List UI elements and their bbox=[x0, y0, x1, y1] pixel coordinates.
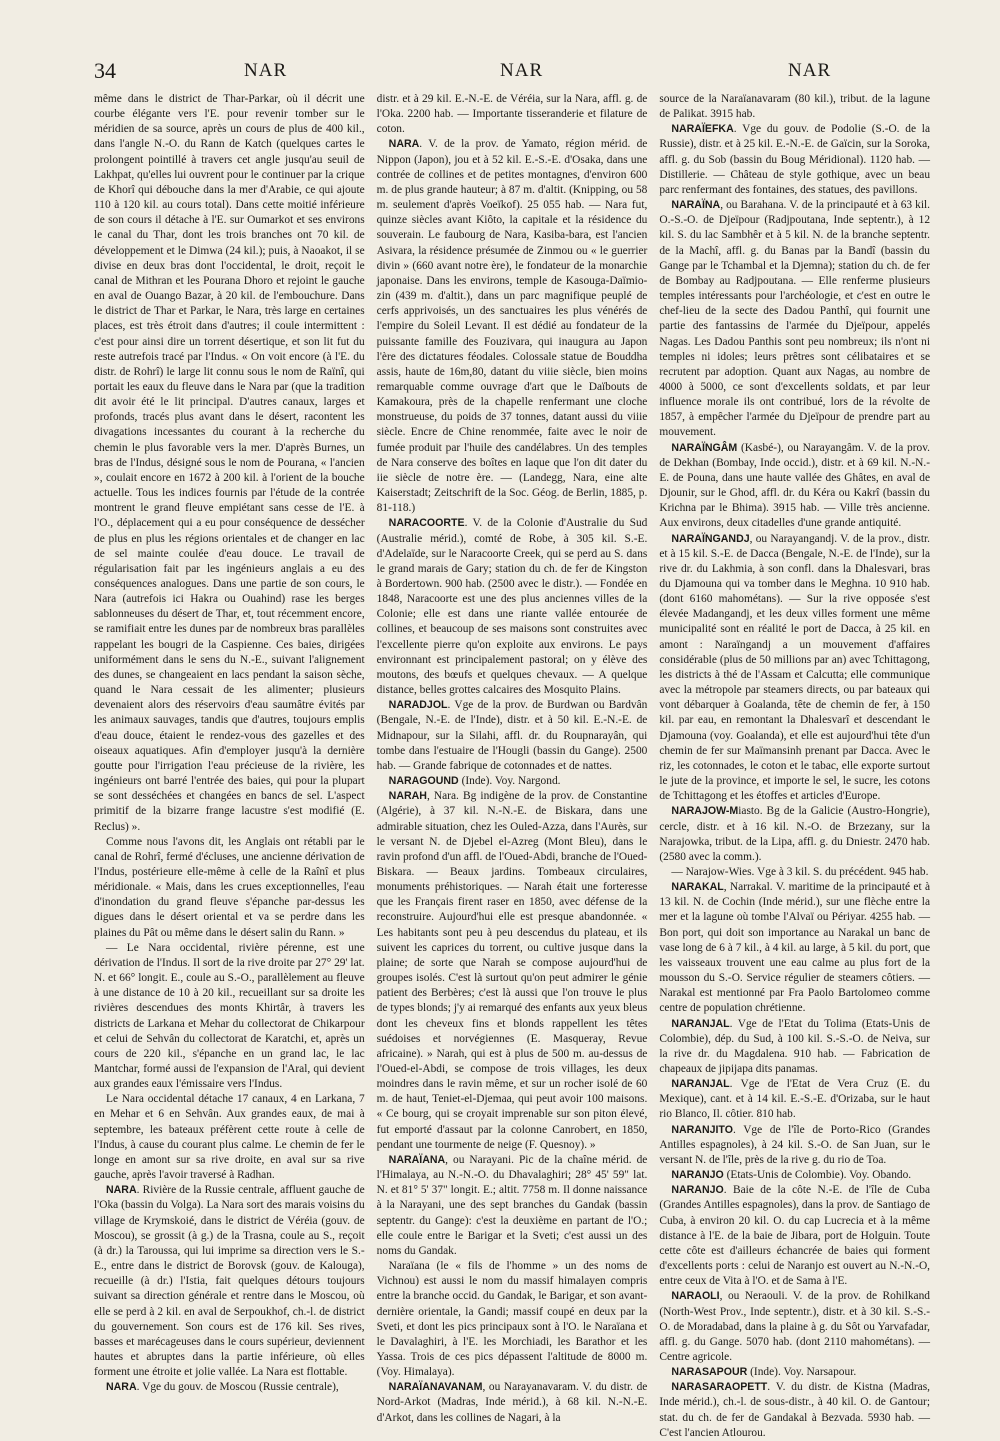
paragraph: NARA. Vge du gouv. de Moscou (Russie centrale), bbox=[106, 1381, 339, 1394]
headword: NARAÏANA bbox=[388, 1153, 446, 1166]
paragraph: NARANJAL. Vge de l'Etat du Tolima (Etats-Unis de Colombie), dép. du Sud, à 100 kil. S.-S.-O. de Neiva, sur la rive dr. du Magdalena. 910 hab. — Fabrication de chapeaux de jipijapa dits panamas. bbox=[659, 1017, 931, 1075]
headword: NARA bbox=[388, 138, 420, 151]
headword: NARAÏNGÂM bbox=[671, 441, 738, 454]
paragraph: NARANJO. Baie de la côte N.-E. de l'île de Cuba (Grandes Antilles espagnoles), dans la prov. de Santiago de Cuba, à environ 20 kil. O. du cap Lucrecia et à la même distance à l'E. de la baie de Jibara, port de Holguin. Toute cette côte est d'ailleurs échancrée de baies qui forment d'excellents ports : celui de Naranjo est ouvert au N.-N.-O, entre ceux de Vita à l'O. et de Sama à l'E. bbox=[659, 1184, 931, 1288]
paragraph: NARAOLI, ou Neraouli. V. de la prov. de Rohilkand (North-West Prov., Inde septentr.), distr. et à 30 kil. S.-S.-O. de Moradabad, dans la plaine à g. du Sôt ou Yarvafadar, affl. g. du Gange. 5070 hab. (dont 2110 mahométans). — Centre agricole. bbox=[659, 1290, 931, 1363]
headword: NARANJAL bbox=[671, 1017, 730, 1030]
paragraph: NARASAPOUR (Inde). Voy. Narsapour. bbox=[671, 1366, 857, 1379]
paragraph: NARAGOUND (Inde). Voy. Nargond. bbox=[388, 775, 561, 788]
paragraph: source de la Naraïanavaram (80 kil.), tribut. de la lagune de Palikat. 3915 hab. bbox=[659, 93, 931, 121]
headword: NARANJITO bbox=[671, 1123, 733, 1136]
paragraph: NARANJO (Etats-Unis de Colombie). Voy. Obando. bbox=[671, 1169, 912, 1182]
headword: NARANJAL bbox=[671, 1078, 730, 1091]
headword: NARAJOW-M bbox=[671, 805, 739, 818]
paragraph: NARA. Rivière de la Russie centrale, affluent gauche de l'Oka (bassin du Volga). La Nara sort des marais voisins du village de Krymskoié, dans le district de Véréia (gouv. de Moscou), se grossit (à g.) de la Trasna, coule au S., reçoit (à dr.) la Taroussa, qui lui imprime sa direction vers le S.-E., entre dans le district de Borovsk (gouv. de Kalouga), recueille (à dr.) l'Istia, fait quelques détours toujours suivant sa direction générale et rentre dans le Moscou, où elle se perd à 2 kil. en aval de Serpoukhof, ch.-l. de district du gouvernement. Son cours est de 176 kil. Ses rives, basses et marécageuses dans le cours supérieur, deviennent hautes et abruptes dans la partie inférieure, où elles forment une étroite et jolie vallée. La Nara est flottable. bbox=[94, 1184, 365, 1379]
running-head-left: NAR bbox=[244, 60, 288, 81]
headword: NARANJO bbox=[671, 1169, 724, 1182]
headword: NARAÏNGANDJ bbox=[671, 532, 750, 545]
paragraph: NARAÏNGÂM (Kasbé-), ou Narayangâm. V. de la prov. de Dekhan (Bombay, Inde occid.), distr. et à 69 kil. N.-N.-E. de Pouna, dans une haute vallée des Ghâtes, en aval de Djounir, sur le Ghod, affl. dr. du Kéra ou Kakrî (bassin du Krichna par le Bhima). 3915 hab. — Ville très ancienne. Aux environs, deux citadelles d'une grande antiquité. bbox=[659, 441, 931, 530]
headword: NARA bbox=[106, 1184, 137, 1197]
headword: NARAH bbox=[388, 790, 427, 803]
paragraph: Le Nara occidental détache 17 canaux, 4 en Larkana, 7 en Mehar et 6 en Sehvân. Aux grandes eaux, de mai à septembre, les bateaux préfèrent cette route à celle de l'Indus, à cause du courant plus calme. Le chemin de fer le longe en amont sur sa rive droite, en aval sur sa rive gauche, après l'avoir traversé à Radhan. bbox=[94, 1093, 365, 1182]
headword: NARANJO bbox=[671, 1184, 724, 1197]
page-number: 34 bbox=[94, 58, 116, 83]
column-3 bbox=[659, 92, 931, 1439]
headword: NARACOORTE bbox=[388, 517, 465, 530]
running-head-right: NAR bbox=[788, 60, 832, 81]
paragraph: NARAÏANAVANAM, ou Narayanavaram. V. du distr. de Nord-Arkot (Madras, Inde mérid.), à 68 kil. N.-N.-E. d'Arkot, dans les collines de Nagari, à la bbox=[376, 1381, 648, 1424]
paragraph: — Le Nara occidental, rivière pérenne, est une dérivation de l'Indus. Il sort de la rive droite par 27° 29' lat. N. et 66° longit. E., coule au S.-O., parallèlement au fleuve à une distance de 10 à 20 kil., recueillant sur sa droite les rivières descendues des monts Khirtâr, à travers les districts de Larkana et Mehar du collectorat de Chikarpour et celui de Sehvân du collectorat de Karatchi, et, après un cours de 220 kil., s'épanche en un grand lac, le lac Mantchar, formé aussi de l'expansion de l'Aral, qui devient aux grandes eaux l'émissaire vers l'Indus. bbox=[94, 941, 365, 1091]
paragraph: Naraïana (le « fils de l'homme » un des noms de Vichnou) est aussi le nom du massif himalayen compris entre la branche occid. du Gandak, le Barigar, et son avant-dernière orientale, la Gandi; massif coupé en deux par la Sveti, et dont les pics principaux sont à l'O. le Naraïana et le Davalaghiri, à l'E. les Morchiadi, les Barathor et les Yassa. Trois de ces pics dépassent l'altitude de 8000 m. (Voy. Himalaya). bbox=[376, 1260, 648, 1379]
headword: NARASARAOPETT bbox=[671, 1381, 768, 1394]
column-2 bbox=[376, 92, 648, 1424]
column-1 bbox=[94, 92, 365, 1394]
paragraph: NARA. V. de la prov. de Yamato, région mérid. de Nippon (Japon), jou et à 52 kil. E.-S.-E. d'Osaka, dans une contrée de collines et de petites montagnes, d'environ 600 m. de plus grande hauteur; à 87 m. d'altit. (Knipping, ou 58 m. seulement d'après Voeïkof). 25 055 hab. — Nara fut, quinze siècles avant Kiôto, la capitale et la résidence du souverain. Le faubourg de Nara, Kasiba-bara, est l'ancien Asivara, la résidence présumée de Zinmou ou « le guerrier divin » (660 avant notre ère), le fondateur de la monarchie japonaise. Dans les environs, temple de Kasouga-Daïmio-zin (439 m. d'altit.), dans un parc magnifique peuplé de cerfs apprivoisés, un des sanctuaires les plus vénérés de l'empire du Soleil Levant. Il est dédié au fondateur de la puissante famille des Fouzivara, qui inaugura au Japon l'ère des dictatures féodales. Colossale statue de Bouddha assis, haute de 16m,80, datant du viiie siècle, bien moins remarquable comme ouvrage d'art que le Daïbouts de Kamakoura, près de la chapelle renfermant une cloche monstrueuse, du poids de 37 tonnes, datant aussi du viiie siècle. Encre de Chine renommée, faite avec le noir de fumée produit par l'huile des candélabres. Un des temples de Nara conserve des boîtes en laque que l'on dit dater du iie siècle de notre ère. — (Landegg, Nara, eine alte Kaiserstadt; Zeitschrift de la Soc. Géog. de Berlin, 1885, p. 81-118.) bbox=[376, 138, 648, 515]
paragraph: NARAÏNGANDJ, ou Narayangandj. V. de la prov., distr. et à 15 kil. S.-E. de Dacca (Bengale, N.-E. de l'Inde), sur la rive dr. du Lakhmia, à son confl. dans la Dhalesvari, bras du Djamouna qui va tomber dans le Meghna. 10 910 hab. (dont 6160 mahométans). — Sur la rive opposée s'est élevée Madangandj, et les deux villes forment une même municipalité sont en réalité le port de Dacca, à 25 kil. en amont : Naraïngandj a un mouvement d'affaires considérable (plus de 50 millions par an) avec Tchittagong, les districts à thé de l'Assam et Calcutta; elle communique avec la métropole par steamers directs, ou par bateaux qui vont débarquer à Goalanda, tête de chemin de fer, à 150 kil. par eau, en remontant la Dhalesvarî et descendant le Djamouna (voy. Goalanda), et elle est aujourd'hui tête d'un chemin de fer sur Maïmansinh prenant par Dacca. Avec le riz, les cotonnades, le coton et le tabac, elle exporte surtout le jute de la province, et importe le sel, le sucre, les cotons de Tchittagong et les étoffes et articles d'Europe. bbox=[659, 532, 931, 803]
headword: NARADJOL bbox=[388, 699, 448, 712]
headword: NARAÏNA bbox=[671, 199, 721, 212]
paragraph: NARAJOW-Miasto. Bg de la Galicie (Austro-Hongrie), cercle, distr. et à 16 kil. N.-O. de Brzezany, sur la Narajowka, tribut. de la Lipa, affl. g. du Dniestr. 2470 hab. (2580 avec la comm.). bbox=[659, 805, 931, 863]
paragraph: NARAÏNA, ou Barahana. V. de la principauté et à 63 kil. O.-S.-O. de Djeïpour (Radjpoutana, Inde septentr.), à 12 kil. S. du lac Sambhêr et à 5 kil. N. de la branche septentr. de la Machî, affl. g. du Banas par la Bandî (bassin du Gange par le Tchambal et la Djemna); station du ch. de fer de Bombay au Radjpoutana. — Elle renferme plusieurs temples intéressants pour l'archéologie, et c'est en outre le chef-lieu de la secte des Dadou Panthî, qui fournit une partie des fantassins de l'armée du Djeïpour, appelés Nagas. Les Dadou Panthis sont peu nombreux; ils n'ont ni temples ni idoles; leurs prêtres sont célibataires et se recrutent par adoption. Quant aux Nagas, au nombre de 4000 à 5000, ce sont d'excellents soldats, et par leur influence morale ils ont contribué, lors de la révolte de 1857, à empêcher l'armée du Djeïpour de prendre part au mouvement. bbox=[659, 199, 931, 439]
running-head-center: NAR bbox=[500, 60, 544, 81]
text-columns bbox=[94, 92, 931, 1439]
paragraph: NARANJAL. Vge de l'Etat de Vera Cruz (E. du Mexique), cant. et à 14 kil. E.-S.-E. d'Orizaba, sur le haut rio Blanco, Il. côtier. 810 hab. bbox=[659, 1078, 931, 1121]
paragraph: — Narajow-Wies. Vge à 3 kil. S. du précédent. 945 hab. bbox=[671, 865, 929, 878]
paragraph: NARAÏANA, ou Narayani. Pic de la chaîne mérid. de l'Himalaya, au N.-N.-O. du Dhavalaghiri; 28° 45' 59" lat. N. et 81° 5' 37" longit. E.; altit. 7758 m. Il donne naissance à la Narayani, une des sept branches du Gandak (bassin septentr. du Gange): c'est la deuxième en partant de l'O.; elle coule entre le Barigar et la Sveti; c'est aussi un des noms du Gandak. bbox=[376, 1153, 648, 1257]
headword: NARASAPOUR bbox=[671, 1366, 748, 1379]
paragraph: NARADJOL. Vge de la prov. de Burdwan ou Bardvân (Bengale, N.-E. de l'Inde), distr. et à 50 kil. E.-N.-E. de Midnapour, sur la Silahi, affl. dr. du Roupnarayân, qui tombe dans l'estuaire de l'Hougli (bassin du Gange). 2500 hab. — Grande fabrique de cotonnades et de nattes. bbox=[376, 699, 648, 772]
page-header bbox=[94, 58, 930, 92]
headword: NARAÏANAVANAM bbox=[388, 1381, 483, 1394]
paragraph: même dans le district de Thar-Parkar, où il décrit une courbe élégante vers l'E. pour revenir tomber sur le méridien de sa source, après un cours de plus de 400 kil., dans l'angle N.-O. du Rann de Katch (quelques cartes le prolongent pointillé à travers cet angle jusqu'au seuil de Lakhpat, qu'elles lui ouvrent pour le continuer par la crique de Khorî qui débouche dans la mer d'Arabie, ce qui ajoute 110 à 120 kil. au cours total). Dans cette moitié inférieure de son cours il détache à l'E. sur Oumarkot et ses environs le canal du Thar, dont les trois branches ont 70 kil. de développement et le Dimwa (24 kil.); puis, à Naoakot, il se divise en deux bras dont l'occidental, le droit, reçoit le canal de Mithran et les Pourana Dhoro et rejoint le gauche en aval de Ouango Bazar, à 20 kil. de l'embouchure. Dans le district de Thar et Parkar, le Nara, très large en certaines places, est très étroit dans d'autres; il coule intermittent : c'est pour ainsi dire un torrent désertique, et son lit fut du reste autrefois tracé par l'Indus. « On voit encore (à l'E. du distr. de Rohrî) le large lit connu sous le nom de Raïnî, qui portait les eaux du fleuve dans le Nara par (que la tradition dit avoir été le lit principal. D'autres canaux, larges et profonds, tracés plus avant dans le désert, racontent les divagations incessantes du courant à la recherche du chemin le plus favorable vers la mer. D'après Burnes, un bras de l'Indus, désigné sous le nom de Pourana, « l'ancien », coulait encore en 1672 à 200 kil. à l'orient de la bouche actuelle. Tous les indices fournis par l'étude de la contrée montrent le grand fleuve empiétant sans cesse de l'E. à l'O., déplacement qui a eu pour conséquence de dessécher de plus en plus les régions orientales et de changer en lac de sel mainte coulée d'eau douce. Le travail de régularisation fait par les ingénieurs anglais a eu des conséquences analogues. Dans une partie de son cours, le Nara (autrefois ici Hakra ou Ouahind) rase les berges sablonneuses du désert de Thar, et, tout récemment encore, se ramifiait entre les dunes par de nombreux bras parallèles rappelant les bougri de la Caspienne. Ces baies, dirigées uniformément dans le sens du N.-E., suivant l'alignement des dunes, se changeaient en lacs pendant la saison sèche, quand le Nara cessait de les alimenter; plusieurs devenaient alors des réservoirs d'eau saumâtre évités par les animaux sauvages, tandis que d'autres, toujours emplis d'eau douce, étaient le rendez-vous des gazelles et des oiseaux aquatiques. Afin d'employer jusqu'à la dernière goutte pour l'irrigation l'eau précieuse de la rivière, les ingénieurs ont barré l'entrée des baies, qui pour la plupart se sont desséchées et changées en bancs de sel. L'aspect primitif de la bizarre frange lacustre s'est modifié (E. Reclus) ». bbox=[94, 93, 365, 833]
headword: NARAGOUND bbox=[388, 775, 459, 788]
paragraph: distr. et à 29 kil. E.-N.-E. de Véréia, sur la Nara, affl. g. de l'Oka. 2200 hab. — Importante tisseranderie et filature de coton. bbox=[376, 93, 648, 136]
paragraph: NARASARAOPETT. V. du distr. de Kistna (Madras, Inde mérid.), ch.-l. de sous-distr., à 40 kil. O. de Gantour; stat. du ch. de fer de Gandakal à Bezvada. 5930 hab. — C'est l'ancien Atlourou. bbox=[659, 1381, 931, 1439]
paragraph: NARANJITO. Vge de l'île de Porto-Rico (Grandes Antilles espagnoles), à 24 kil. S.-O. de San Juan, sur le versant N. de l'île, près de la rive g. du rio de Toa. bbox=[659, 1123, 931, 1166]
paragraph: NARACOORTE. V. de la Colonie d'Australie du Sud (Australie mérid.), comté de Robe, à 305 kil. S.-E. d'Adelaïde, sur le Naracoorte Creek, qui se perd au S. dans le grand marais de Gary; station du ch. de fer de Kingston à Bordertown. 900 hab. (2500 avec le distr.). — Fondée en 1848, Naracoorte est une des plus anciennes villes de la Colonie; elle est dans une riante vallée entourée de collines, et beaucoup de ses maisons sont construites avec l'excellente pierre qu'on exploite aux environs. Le pays environnant est principalement pastoral; on y élève des moutons, des bœufs et quelques chevaux. — A quelque distance, belles grottes calcaires des Mosquito Plains. bbox=[376, 517, 648, 697]
headword: NARAKAL bbox=[671, 881, 724, 894]
headword: NARAÏEFKA bbox=[671, 123, 734, 136]
paragraph: NARAH, Nara. Bg indigène de la prov. de Constantine (Algérie), à 37 kil. N.-N.-E. de Biskara, dans une admirable situation, chez les Ouled-Azza, dans l'Aurès, sur le versant N. de Djebel el-Azreg (Mont Bleu), dans le ravin profond d'un affl. de l'Oued-Abdi, branche de l'Oued-Biskara. — Beaux jardins. Tombeaux circulaires, monuments préhistoriques. — Narah était une forteresse que les Français firent raser en 1850, avec défense de la reconstruire. Aujourd'hui elle est presque abandonnée. « Les habitants sont peu à peu descendus du plateau, et ils suivent les caprices du torrent, ou cultive jusque dans la plaine; de sorte que Narah se compose aujourd'hui de groupes isolés. C'est là surtout qu'on peut admirer le génie patient des Berbères; c'est là aussi que l'on trouve le plus de types blonds; j'y ai remarqué des enfants aux yeux bleus dont les cheveux fins et blonds rappellent les têtes suédoises et norvégiennes (E. Masqueray, Revue africaine). » Narah, qui est à plus de 500 m. au-dessus de l'Oued-el-Abdi, se compose de trois villages, les deux moindres dans le ravin même, et sur un rocher isolé de 60 m. de haut, Teniet-el-Djemaa, qui peut avoir 100 maisons. « Ce bourg, qui se croyait imprenable sur son piton élevé, fut emporté d'assaut par la colonne Canrobert, en 1850, pendant une tourmente de neige (F. Quesnoy). » bbox=[376, 790, 648, 1151]
headword: NARA bbox=[106, 1381, 137, 1394]
headword: NARAOLI bbox=[671, 1290, 720, 1303]
paragraph: Comme nous l'avons dit, les Anglais ont rétabli par le canal de Rohrî, fermé d'écluses, une ancienne dérivation de l'Indus, postérieure elle-même à celle de la Raînî et plus méridionale. « Mais, dans les crues exceptionnelles, l'eau d'inondation du grand fleuve s'épanche par-dessus les digues dans le désert oriental et va se perdre dans les plaines du Pât ou même dans le désert salin du Rann. » bbox=[94, 835, 365, 939]
paragraph: NARAÏEFKA. Vge du gouv. de Podolie (S.-O. de la Russie), distr. et à 25 kil. E.-N.-E. de Gaïcin, sur la Soroka, affl. g. du Sob (bassin du Boug Méridional). 1120 hab. — Distillerie. — Château de style gothique, avec un beau parc renfermant des fontaines, des statues, des pavillons. bbox=[659, 123, 931, 196]
paragraph: NARAKAL, Narrakal. V. maritime de la principauté et à 13 kil. N. de Cochin (Inde mérid.), sur une flèche entre la mer et la lagune où tombe l'Alvaï ou Périyar. 4255 hab. — Bon port, qui doit son importance au Narakal un banc de vase long de 6 à 7 kil., à 4 kil. au large, à 5 kil. du port, que les vaisseaux trouvent une eau calme au plus fort de la mousson du S.-O. Service régulier de steamers côtiers. — Narakal est mentionné par Fra Paolo Bartolomeo comme centre de population chrétienne. bbox=[659, 881, 931, 1015]
